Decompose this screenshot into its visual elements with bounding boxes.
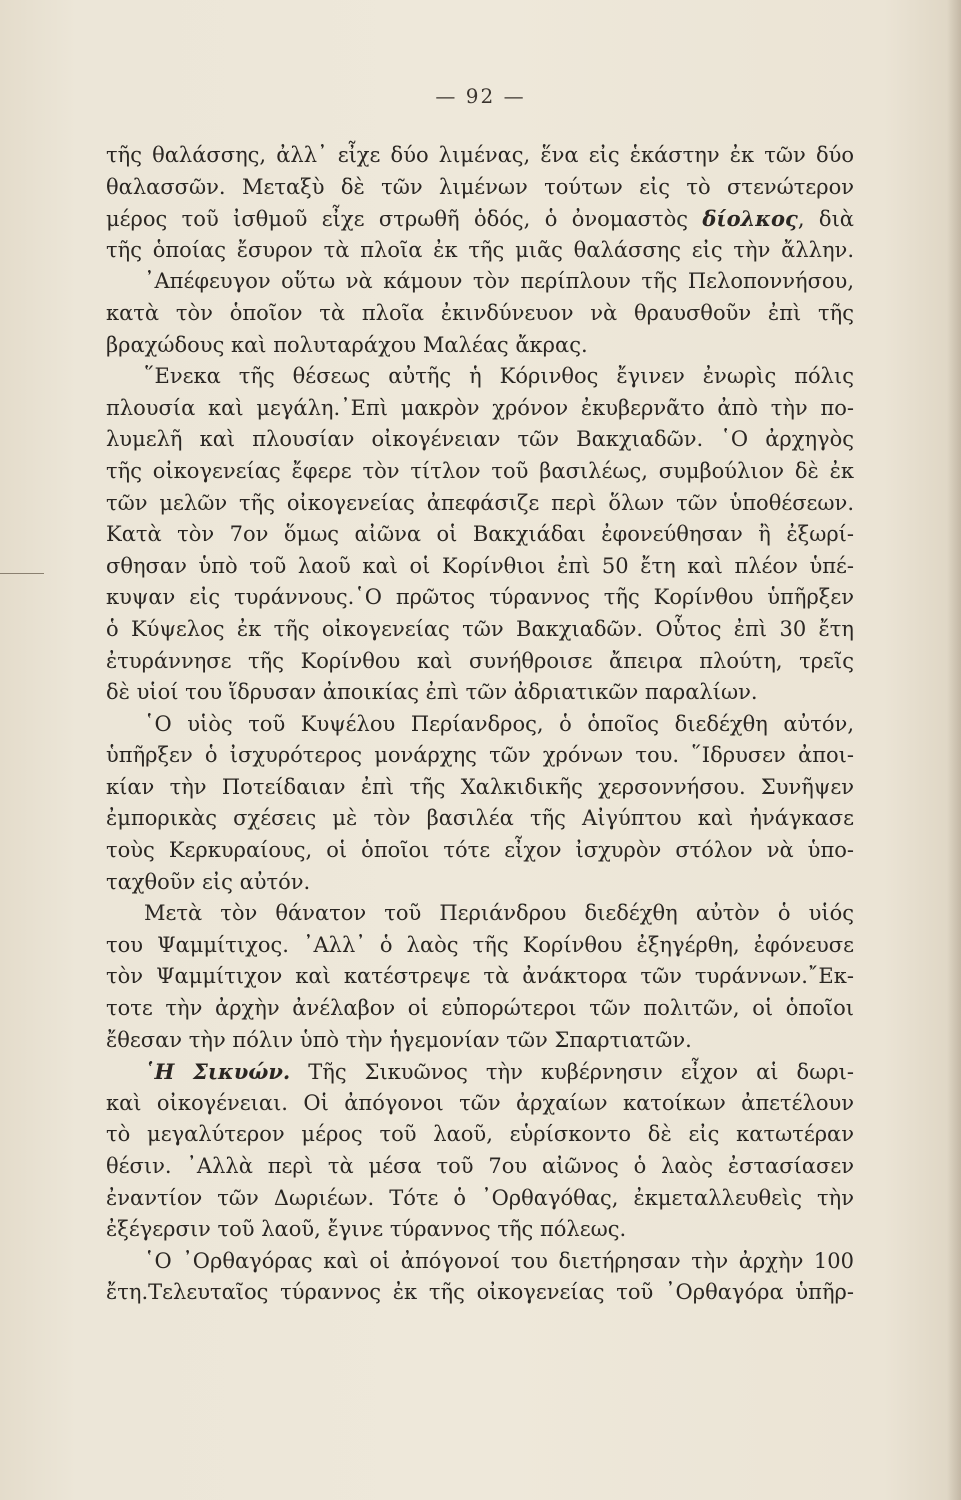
text-line: Κατὰ τὸν 7ον ὅμως αἰῶνα οἱ Βακχιάδαι ἐφονεύθησαν ἢ ἐξωρί- — [106, 522, 854, 547]
text-line: ῞Ενεκα τῆς θέσεως αὐτῆς ἡ Κόρινθος ἔγινεν ἐνωρὶς πόλις — [144, 364, 854, 389]
text-line: ἐναντίον τῶν Δωριέων. Τότε ὁ ᾽Ορθαγόθας, ἐκμεταλλευθεὶς τὴν — [106, 1185, 854, 1210]
text-line: βραχώδους καὶ πολυταράχου Μαλέας ἄκρας. — [106, 332, 588, 357]
text-span: Τῆς Σικυῶνος τὴν κυβέρνησιν εἶχον αἱ δωρι- — [308, 1060, 854, 1085]
diolkos-term: δίολκος — [702, 206, 798, 232]
text-line — [106, 1056, 854, 1088]
text-line: τῶν μελῶν τῆς οἰκογενείας ἀπεφάσιζε περὶ ὅλων τῶν ὑποθέσεων. — [106, 490, 854, 515]
text-line: τοὺς Κερκυραίους, οἱ ὁποῖοι τότε εἶχον ἰσχυρὸν στόλον νὰ ὑπο- — [106, 838, 854, 863]
text-line: τῆς ὁποίας ἔσυρον τὰ πλοῖα ἐκ τῆς μιᾶς θαλάσσης εἰς τὴν ἄλλην. — [106, 237, 854, 262]
text-line: σθησαν ὑπὸ τοῦ λαοῦ καὶ οἱ Κορίνθιοι ἐπὶ 50 ἔτη καὶ πλέον ὑπέ- — [106, 553, 854, 578]
text-line: τὸν Ψαμμίτιχον καὶ κατέστρεψε τὰ ἀνάκτορα τῶν τυράννων.῎Εκ- — [106, 964, 854, 989]
text-line: καὶ οἰκογένειαι. Οἱ ἀπόγονοι τῶν ἀρχαίων κατοίκων ἀπετέλουν — [106, 1090, 854, 1115]
body-text — [106, 140, 854, 1309]
text-line: λυμελῆ καὶ πλουσίαν οἰκογένειαν τῶν Βακχιαδῶν. ῾Ο ἀρχηγὸς — [106, 427, 854, 452]
text-line: ταχθοῦν εἰς αὐτόν. — [106, 869, 311, 894]
text-line: ὁ Κύψελος ἐκ τῆς οἰκογενείας τῶν Βακχιαδῶν. Οὗτος ἐπὶ 30 ἔτη — [106, 616, 854, 641]
text-line: ῾Ο υἱὸς τοῦ Κυψέλου Περίανδρος, ὁ ὁποῖος διεδέχθη αὐτόν, — [144, 711, 854, 736]
page-number: — 92 — — [435, 84, 526, 108]
text-span: μέρος τοῦ ἰσθμοῦ εἶχε στρωθῆ ὁδός, ὁ ὀνομαστὸς — [106, 207, 688, 232]
text-line: κατὰ τὸν ὁποῖον τὰ πλοῖα ἐκινδύνευον νὰ θραυσθοῦν ἐπὶ τῆς — [106, 300, 854, 325]
text-line: ἐτυράννησε τῆς Κορίνθου καὶ συνήθροισε ἄπειρα πλούτη, τρεῖς — [106, 648, 854, 673]
text-line: τῆς θαλάσσης, ἀλλ᾽ εἶχε δύο λιμένας, ἕνα εἰς ἑκάστην ἐκ τῶν δύο — [106, 143, 854, 167]
text-line: θαλασσῶν. Μεταξὺ δὲ τῶν λιμένων τούτων εἰς τὸ στενώτερον — [106, 174, 854, 199]
text-span: , διὰ — [797, 207, 854, 232]
text-line: πλουσία καὶ μεγάλη.᾽Επὶ μακρὸν χρόνον ἐκυβερνᾶτο ἀπὸ τὴν πο- — [106, 395, 854, 420]
text-line: τὸ μεγαλύτερον μέρος τοῦ λαοῦ, εὑρίσκοντο δὲ εἰς κατωτέραν — [106, 1122, 854, 1147]
text-line: ἔθεσαν τὴν πόλιν ὑπὸ τὴν ἡγεμονίαν τῶν Σπαρτιατῶν. — [106, 1027, 692, 1052]
spine-shadow — [947, 0, 961, 1500]
text-line: κίαν τὴν Ποτείδαιαν ἐπὶ τῆς Χαλκιδικῆς χερσοννήσου. Συνῆψεν — [106, 774, 854, 799]
text-line: θέσιν. ᾽Αλλὰ περὶ τὰ μέσα τοῦ 7ου αἰῶνος ὁ λαὸς ἐστασίασεν — [106, 1154, 854, 1178]
text-line: ὑπῆρξεν ὁ ἰσχυρότερος μονάρχης τῶν χρόνων του. ῞Ιδρυσεν ἀποι- — [106, 743, 854, 768]
text-line: του Ψαμμίτιχος. ᾽Αλλ᾽ ὁ λαὸς τῆς Κορίνθου ἐξηγέρθη, ἐφόνευσε — [106, 932, 854, 957]
text-line: Μετὰ τὸν θάνατον τοῦ Περιάνδρου διεδέχθη αὐτὸν ὁ υἱός — [144, 901, 854, 926]
text-line: ἔτη.Τελευταῖος τύραννος ἐκ τῆς οἰκογενείας τοῦ ᾽Ορθαγόρα ὑπῆρ- — [106, 1280, 854, 1305]
text-line: ᾽Απέφευγον οὕτω νὰ κάμουν τὸν περίπλουν τῆς Πελοποννήσου, — [144, 269, 854, 294]
text-line: κυψαν εἰς τυράννους.῾Ο πρῶτος τύραννος τῆς Κορίνθου ὑπῆρξεν — [106, 585, 854, 610]
text-line — [106, 203, 854, 235]
text-line: ἐμπορικὰς σχέσεις μὲ τὸν βασιλέα τῆς Αἰγύπτου καὶ ἠνάγκασε — [106, 806, 854, 831]
text-line: τῆς οἰκογενείας ἔφερε τὸν τίτλον τοῦ βασιλέως, συμβούλιον δὲ ἐκ — [106, 458, 854, 483]
text-line: δὲ υἱοί του ἵδρυσαν ἀποικίας ἐπὶ τῶν ἀδριατικῶν παραλίων. — [106, 680, 758, 705]
section-heading-sikyon: ῾Η Σικυών. — [144, 1059, 291, 1085]
margin-mark — [0, 573, 44, 574]
text-line: τοτε τὴν ἀρχὴν ἀνέλαβον οἱ εὐπορώτεροι τῶν πολιτῶν, οἱ ὁποῖοι — [106, 996, 854, 1021]
text-line: ἐξέγερσιν τοῦ λαοῦ, ἔγινε τύραννος τῆς πόλεως. — [106, 1217, 627, 1242]
text-line: ῾Ο ᾽Ορθαγόρας καὶ οἱ ἀπόγονοί του διετήρησαν τὴν ἀρχὴν 100 — [144, 1248, 854, 1273]
